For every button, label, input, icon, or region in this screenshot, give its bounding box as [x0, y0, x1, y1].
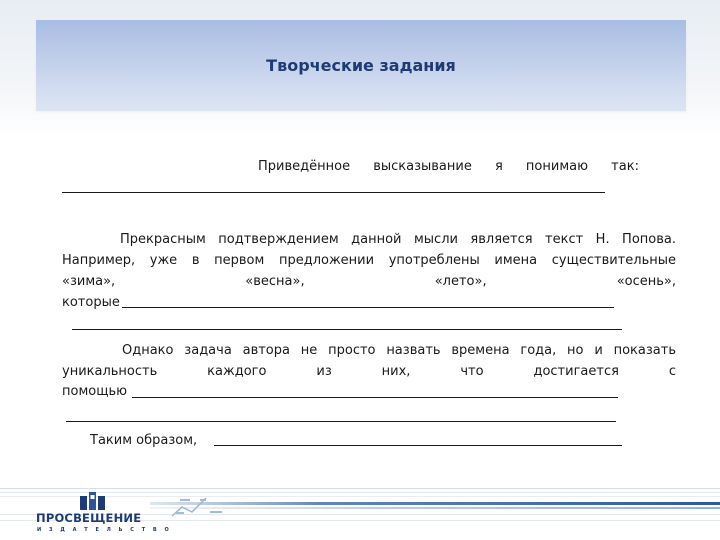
p3-line-1-text: Однако задача автора не просто назвать времена года, но и показать: [122, 343, 676, 358]
publisher-logo-name: ПРОСВЕЩЕНИЕ: [36, 511, 142, 525]
publisher-logo-icon: [80, 492, 106, 512]
p2-line-4-text: которые: [62, 295, 120, 310]
p2-line-3-text: «зима», «весна», «лето», «осень»,: [62, 274, 676, 289]
answer-blank-line-4: [132, 397, 618, 398]
answer-blank-line-2: [122, 307, 614, 308]
answer-blank-line-5: [66, 421, 616, 422]
publisher-logo-subtitle: ИЗДАТЕЛЬСТВО: [37, 527, 177, 533]
paragraph-3-line-1: [122, 341, 676, 360]
paragraph-2-line-3: [62, 272, 676, 291]
paragraph-2-line-2: [62, 251, 676, 270]
answer-blank-line-1: [62, 192, 605, 193]
slide-title: Творческие задания: [266, 56, 456, 75]
paragraph-1-line-1: [258, 157, 676, 176]
paragraph-2-line-1: [120, 230, 676, 249]
p2-line-1-text: Прекрасным подтверждением данной мысли является текст Н. Попова.: [120, 232, 676, 247]
p3-line-2-text: уникальность каждого из них, что достигается с: [62, 364, 676, 379]
paragraph-2-line-4: [62, 293, 120, 312]
answer-blank-line-3: [72, 329, 622, 330]
p3-line-3-text: помощью: [62, 384, 128, 399]
paragraph-4-line-1: [90, 431, 197, 450]
answer-blank-line-6: [214, 445, 622, 446]
title-banner: [36, 20, 686, 111]
paragraph-3-line-3: [62, 382, 127, 401]
paragraph-3-line-2: [62, 362, 676, 381]
p4-line-1-text: Таким образом,: [90, 433, 198, 448]
p2-line-2-text: Например, уже в первом предложении употреблены имена существительные: [62, 253, 676, 268]
p1-text: Приведённое высказывание я понимаю так:: [258, 159, 639, 174]
